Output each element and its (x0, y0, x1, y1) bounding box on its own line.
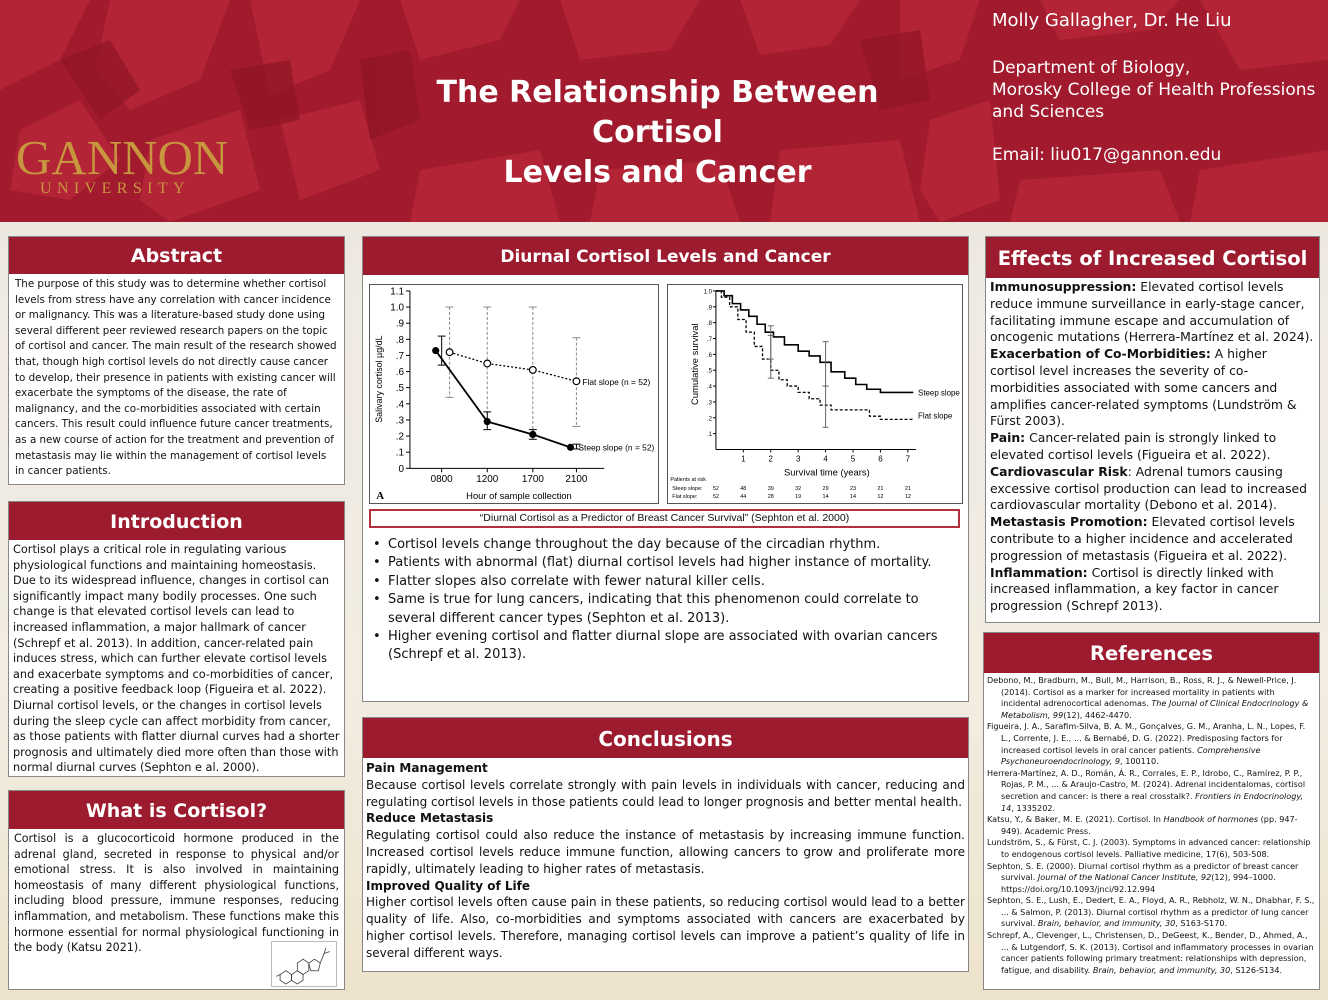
y-tick-label: .8 (706, 321, 712, 328)
conclusions-heading: Conclusions (363, 718, 968, 758)
y-tick-label: .3 (395, 415, 405, 427)
reference-entry: Sephton, S. E. (2000). Diurnal cortisol rhythm as a predictor of breast cancer survival. Journal of the National Cancer Institute, 92(12), 994–1000. https://doi.org/10.1093/jnci/92.12.994 (987, 860, 1299, 894)
y-tick-label: .8 (395, 334, 405, 346)
introduction-heading: Introduction (9, 502, 344, 540)
list-item: • Patients with abnormal (flat) diurnal cortisol levels had higher instance of mortality. (373, 554, 958, 572)
data-point-flat (446, 349, 453, 356)
y-tick-label: .9 (706, 305, 712, 312)
effect-text: Cortisol is directly linked with increased inflammation, a key factor in cancer progression (Schrepf 2013). (990, 564, 1279, 614)
x-tick-label: 1200 (476, 474, 499, 486)
abstract-panel (8, 236, 345, 485)
at-risk-value: 12 (877, 494, 884, 501)
at-risk-value: 21 (877, 486, 884, 493)
effect-title: Inflammation: (990, 564, 1088, 580)
list-item: • Cortisol levels change throughout the day because of the circadian rhythm. (373, 536, 958, 554)
y-axis-label: Cumulative survival (689, 323, 701, 406)
at-risk-value: 23 (849, 486, 857, 493)
at-risk-value: 52 (712, 486, 719, 493)
list-item: • Flatter slopes also correlate with fewer natural killer cells. (373, 573, 958, 591)
series-label-steep: Steep slope (n = 52) (578, 442, 655, 453)
y-tick-label: .4 (395, 399, 405, 411)
y-tick-label: .2 (706, 416, 712, 423)
diurnal-heading: Diurnal Cortisol Levels and Cancer (363, 237, 968, 275)
data-point-steep (484, 418, 491, 425)
title-line-1: The Relationship Between Cortisol (436, 75, 879, 150)
data-point-flat (484, 360, 491, 367)
y-tick-label: .2 (395, 431, 405, 443)
x-tick-label: 1 (741, 454, 746, 464)
y-tick-label: .1 (395, 447, 405, 459)
effect-text: Elevated cortisol levels reduce immune surveillance in early-stage cancer, facilitating immune escape and accumulation of oncogenic mutations (Herrera-Martínez et al. 2024). (990, 279, 1314, 345)
series-line-steep (436, 351, 571, 448)
x-axis-label: Survival time (years) (784, 466, 870, 478)
conclusions-body (363, 758, 968, 964)
conclusion-text: Regulating cortisol could also reduce the instance of metastasis by increasing immune function. Increased cortisol levels reduce immune function, allowing cancers to grow and proliferate more rapidly, ultimately leading to higher rates of metastasis. (366, 828, 965, 876)
list-item: • Higher evening cortisol and flatter diurnal slope are associated with ovarian cancers (Schrepf et al. 2013). (373, 628, 958, 665)
x-tick-label: 1700 (521, 474, 544, 486)
list-item (990, 565, 1315, 615)
logo-subtitle: UNIVERSITY (40, 180, 190, 197)
poster-header (0, 0, 1328, 222)
at-risk-label: Patients at risk (670, 477, 706, 484)
reference-entry: Herrera-Martínez, A. D., Román, Á. R., Corrales, E. P., Idrobo, C., Ramírez, P. P., Rojas, P. M., ... & Araujo-Castro, M. (2024). Adrenal incidentalomas, cortisol secretion and cancer: is there a real crosstalk?. Frontiers in Endocrinology, 14, 1335202. (987, 767, 1306, 813)
references-panel (983, 632, 1320, 990)
at-risk-value: 28 (767, 494, 774, 501)
references-heading: References (984, 633, 1319, 673)
introduction-text: Cortisol plays a critical role in regulating various physiological functions and maintaining homeostasis. Due to its widespread influence, changes in cortisol can significantly impact many bodily processes. One such change is that elevated cortisol levels can lead to increased inflammation, a major hallmark of cancer (Schrepf et al. 2013). In addition, cancer-related pain induces stress, which can further elevate cortisol levels and exacerbate symptoms and co-morbidities of cancer, creating a positive feedback loop (Figueira et al. 2022). Diurnal cortisol levels, or the changes in cortisol levels during the sleep cycle can affect morbidity from cancer, as those patients with flatter diurnal curves had a shorter prognosis and ultimately died more often than those with normal diurnal curves (Sephton e al. 2000). (13, 543, 340, 775)
abstract-heading: Abstract (9, 237, 344, 274)
list-item (990, 279, 1315, 346)
title-line-2: Levels and Cancer (503, 155, 812, 190)
series-line-steep (716, 291, 913, 392)
college-line-2: and Sciences (992, 102, 1105, 122)
data-point-steep (432, 347, 439, 354)
what-is-cortisol-panel (8, 790, 345, 990)
effect-title: Pain: (990, 430, 1026, 446)
introduction-panel (8, 501, 345, 777)
author-names: Molly Gallagher, Dr. He Liu (992, 10, 1232, 31)
reference-entry: Schrepf, A., Clevenger, L., Christensen, D., DeGeest, K., Bender, D., Ahmed, A., ... & Lutgendorf, S. K. (2013). Cortisol and inflammatory processes in ovarian cancer patients following primary treatment: relationships with depression, fatigue, and disability. Brain, behavior, and immunity, 30, S126-S134. (987, 930, 1314, 975)
y-tick-label: .9 (395, 318, 405, 330)
series-label-steep: Steep slope (918, 388, 960, 398)
effect-text: : Adrenal tumors causing excessive cortisol production can lead to increased cardiovascular mortality (Debono et al. 2014). (990, 463, 1308, 513)
poster-title (370, 73, 945, 193)
list-item: • Same is true for lung cancers, indicating that this phenomenon could correlate to several different cancer types (Sephton et al. 2013). (373, 591, 958, 628)
y-tick-label: 1.1 (390, 286, 405, 298)
y-tick-label: .1 (706, 432, 712, 439)
reference-entry: Figueira, J. A., Sarafim-Silva, B. A. M., Gonçalves, G. M., Aranha, L. N., Lopes, F. L., Corrente, J. E., ... & Bernabé, D. G. (2022). Predisposing factors for increased cortisol levels in oral cancer patients. Comprehensive Psychoneuroendocrinology, 9, 100110. (987, 721, 1306, 767)
series-line-flat (450, 352, 577, 381)
conclusion-title: Improved Quality of Life (366, 878, 531, 893)
at-risk-value: 29 (822, 486, 829, 493)
conclusion-title: Pain Management (366, 761, 488, 775)
cortisol-molecule-image (271, 941, 337, 987)
data-point-steep (529, 431, 536, 438)
panel-label: A (376, 490, 385, 503)
survival-curve-chart (667, 284, 963, 504)
figure-caption: “Diurnal Cortisol as a Predictor of Breast Cancer Survival” (Sephton et al. 2000) (369, 509, 960, 528)
conclusion-title: Reduce Metastasis (366, 811, 494, 826)
x-axis-label: Hour of sample collection (466, 490, 572, 502)
list-item (990, 464, 1315, 514)
y-tick-label: .5 (395, 383, 405, 395)
y-tick-label: 1.0 (390, 302, 405, 314)
list-item (990, 430, 1315, 464)
logo-name: GANNON (16, 130, 229, 185)
data-point-flat (529, 367, 536, 374)
effect-text: Cancer-related pain is strongly linked to elevated cortisol levels (Figueira et al. 2022). (990, 430, 1277, 462)
list-item (990, 346, 1315, 430)
x-tick-label: 2 (768, 454, 773, 464)
y-tick-label: 1.0 (703, 289, 712, 296)
department: Department of Biology, (992, 58, 1191, 78)
at-risk-row-label: Flat slope: (672, 494, 698, 501)
abstract-text: The purpose of this study was to determine whether cortisol levels from stress have any correlation with cancer incidence or malignancy. This was a literature-based study done using several different peer reviewed research papers on the topic of cortisol and cancer. The main result of the research showed that, though high cortisol levels do not directly cause cancer to develop, their presence in patients with existing cancer will exacerbate the symptoms of the disease, the rate of malignancy, and the co-morbidities associated with certain cancers. This result could influence future cancer treatments, as a new course of action for the treatment and prevention of metastasis may lie within the management of cortisol levels in cancer patients. (15, 278, 337, 478)
cortisol-diurnal-chart (369, 284, 659, 504)
college-line-1: Morosky College of Health Professions (992, 80, 1316, 100)
reference-entry: Sephton, S. E., Lush, E., Dedert, E. A., Floyd, A. R., Rebholz, W. N., Dhabhar, F. S., ... & Salmon, P. (2013). Diurnal cortisol rhythm as a predictor of lung cancer survival. Brain, behavior, and immunity, 30, S163-S170. (987, 895, 1315, 929)
what-is-cortisol-text: Cortisol is a glucocorticoid hormone produced in the adrenal gland, secreted in response to physical and/or emotional stress. It is also involved in maintaining homeostasis of many different physiological functions, including blood pressure, immune responses, reducing inflammation, and metabolism. These functions make this hormone essential for normal physiological functioning in the body (Katsu 2021). (14, 832, 339, 955)
effect-text: A higher cortisol level increases the severity of co-morbidities associated with some cancers and amplifies cancer-related symptoms (Lundström & Fürst 2003). (990, 346, 1297, 429)
author-block (992, 10, 1322, 166)
conclusions-panel (362, 717, 969, 972)
effects-body (986, 278, 1319, 616)
references-body (984, 673, 1319, 978)
at-risk-value: 14 (849, 494, 857, 501)
x-tick-label: 6 (878, 454, 883, 464)
author-email: Email: liu017@gannon.edu (992, 145, 1222, 165)
at-risk-value: 19 (795, 494, 802, 501)
x-tick-label: 3 (795, 454, 801, 464)
university-logo (16, 132, 228, 198)
at-risk-value: 39 (767, 486, 774, 493)
reference-entry: Lundström, S., & Fürst, C. J. (2003). Symptoms in advanced cancer: relationship to endogenous cortisol levels. Palliative medicine, 17(6), 503-508. (987, 837, 1311, 859)
effect-title: Exacerbation of Co-Morbidities: (990, 346, 1211, 362)
series-label-flat: Flat slope (918, 411, 953, 421)
y-axis-label: Salivary cortisol µg/dL (374, 335, 385, 423)
diurnal-bullet-list (373, 536, 958, 665)
y-tick-label: .6 (395, 367, 405, 379)
effect-title: Immunosuppression: (990, 279, 1137, 294)
x-tick-label: 0800 (430, 474, 453, 486)
x-tick-label: 4 (823, 454, 828, 464)
series-label-flat: Flat slope (n = 52) (582, 377, 651, 388)
list-item (990, 514, 1315, 564)
x-tick-label: 5 (850, 454, 856, 464)
reference-entry: Debono, M., Bradburn, M., Bull, M., Harrison, B., Ross, R. J., & Newell-Price, J. (2014). Cortisol as a marker for increased mortality in patients with incidental adrenocortical adenomas. The Journal of Clinical Endocrinology & Metabolism, 99(12), 4462-4470. (987, 675, 1309, 720)
y-tick-label: .7 (706, 336, 712, 343)
conclusion-text: Higher cortisol levels often cause pain in these patients, so reducing cortisol would lead to a better quality of life. Also, co-morbidities and symptoms associated with cancers are exacerbated by higher cortisol levels. Therefore, managing cortisol levels can improve a patient’s quality of life in several different ways. (366, 895, 965, 960)
conclusion-text: Because cortisol levels correlate strongly with pain levels in individuals with cancer, reducing and regulating cortisol levels in those patients could lead to longer prognosis and better mental health. (366, 777, 965, 809)
reference-entry: Katsu, Y., & Baker, M. E. (2021). Cortisol. In Handbook of hormones (pp. 947-949). Academic Press. (987, 814, 1298, 836)
at-risk-value: 44 (740, 494, 747, 501)
effect-title: Cardiovascular Risk (990, 463, 1128, 479)
at-risk-row-label: Steep slope: (672, 486, 703, 493)
effect-title: Metastasis Promotion: (990, 514, 1148, 530)
at-risk-value: 48 (740, 486, 747, 493)
y-tick-label: 0 (398, 463, 405, 475)
effects-heading: Effects of Increased Cortisol (986, 237, 1319, 278)
at-risk-value: 52 (712, 494, 719, 501)
effect-text: Elevated cortisol levels contribute to a higher incidence and accelerated progression of metastasis (Figueira et al. 2022). (990, 514, 1295, 563)
data-point-flat (573, 378, 580, 385)
x-tick-label: 2100 (565, 474, 588, 486)
diurnal-cortisol-panel (362, 236, 969, 702)
at-risk-value: 12 (904, 494, 911, 501)
at-risk-value: 32 (795, 486, 802, 493)
effects-panel (985, 236, 1320, 623)
y-tick-label: .6 (706, 352, 712, 359)
at-risk-value: 21 (904, 486, 911, 493)
at-risk-value: 14 (822, 494, 829, 501)
data-point-steep (567, 444, 574, 451)
y-tick-label: .5 (706, 368, 712, 375)
y-tick-label: .4 (706, 384, 712, 391)
x-tick-label: 7 (905, 454, 911, 464)
what-is-cortisol-heading: What is Cortisol? (9, 791, 344, 829)
y-tick-label: .7 (395, 350, 405, 362)
y-tick-label: .3 (706, 400, 712, 407)
